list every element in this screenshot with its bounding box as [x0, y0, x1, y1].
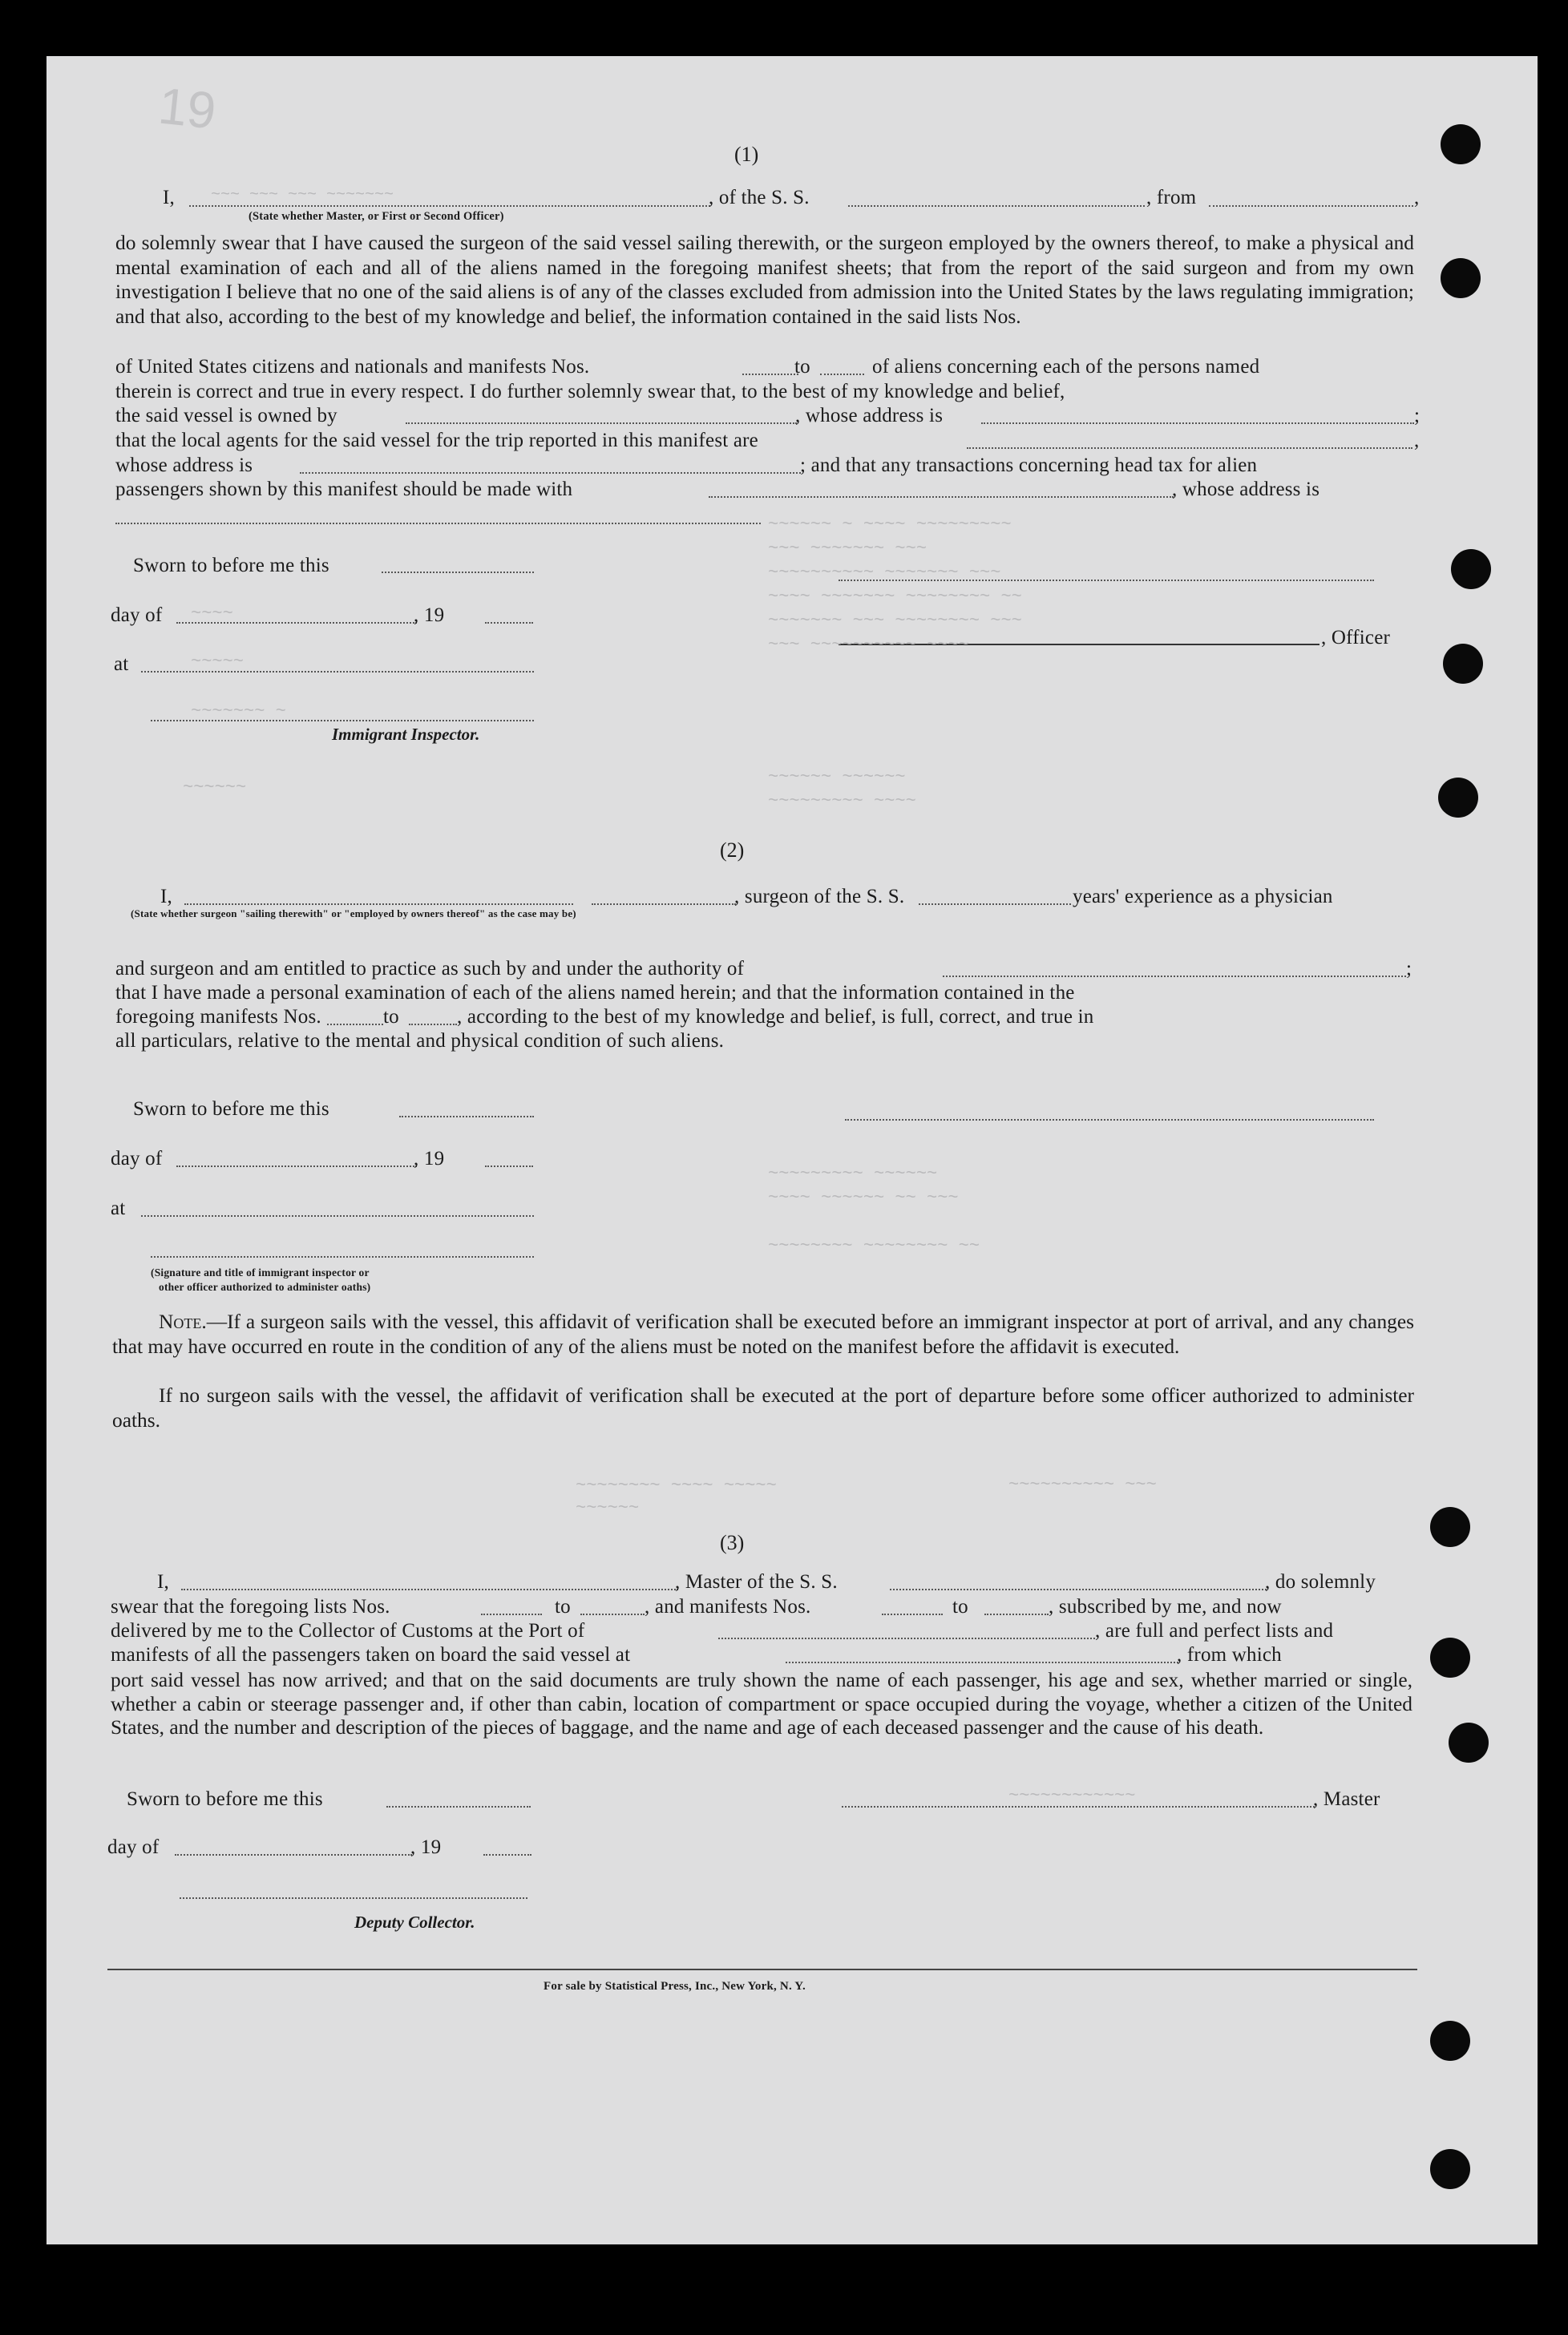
- s2-surgeon-signature-line[interactable]: [845, 1119, 1374, 1121]
- s3-master-of: , Master of the S. S.: [675, 1571, 838, 1593]
- s1-manifests-from-field[interactable]: [742, 374, 798, 375]
- s3-day-field[interactable]: [175, 1854, 412, 1856]
- s1-to2: to: [794, 356, 810, 378]
- s3-line4b: , from which: [1177, 1644, 1282, 1666]
- s1-owner-address-field[interactable]: [981, 422, 1414, 424]
- s1-line13b: , whose address is: [795, 405, 944, 426]
- note-label: Note.: [159, 1311, 207, 1333]
- s1-line11a: of United States citizens and nationals and manifests Nos.: [115, 356, 590, 378]
- s1-line16a: passengers shown by this manifest should be made with: [115, 479, 573, 500]
- s1-paragraph: do solemnly swear that I have caused the surgeon of the said vessel sailing therewith, or the surgeon employed by the owners thereof, to make a physical and mental examination of each and all of the aliens named in the foregoing manifest sheets; that from the report of the said surgeon and from my own investigation I believe that no one of the said aliens is of any of the classes excluded from admission into the United States by the laws regulating immigration; and that also, according to the best of my knowledge and belief, the information contained in the said lists Nos.: [115, 232, 1414, 328]
- punch-hole: [1441, 258, 1481, 298]
- s1-day-of: day of: [111, 604, 163, 626]
- bleed-through-text-4: ~~~~~~~~~ ~~~~~~ ~~~~ ~~~~~~ ~~ ~~~ ~~~~~~~~ ~~~~~~~~ ~~: [768, 1164, 980, 1256]
- s2-line4a: foregoing manifests Nos.: [115, 1006, 321, 1028]
- s3-manifests-to-field[interactable]: [984, 1614, 1049, 1615]
- s3-lists-to-field[interactable]: [580, 1614, 645, 1615]
- note-text-1: —If a surgeon sails with the vessel, this affidavit of verification shall be executed before an immigrant inspector at port of arrival, and any changes that may have occurred en route in the condition of any of the aliens must be noted on the manifest before the affidavit is executed.: [112, 1311, 1414, 1358]
- punch-hole: [1441, 124, 1481, 164]
- s1-sworn: Sworn to before me this: [133, 555, 329, 576]
- s3-port-field[interactable]: [718, 1638, 1095, 1639]
- s3-master-name-field[interactable]: [181, 1589, 678, 1590]
- s3-faded-signature: ~~~~~~~~~~~~: [1008, 1786, 1136, 1806]
- s1-line15a: whose address is: [115, 454, 253, 476]
- s2-manifests-from-field[interactable]: [327, 1024, 383, 1025]
- s3-to2: to: [952, 1596, 968, 1618]
- s2-ship-field[interactable]: [919, 903, 1071, 905]
- s2-surgeon-name-field[interactable]: [184, 903, 573, 905]
- punch-hole: [1430, 1507, 1470, 1547]
- s3-manifests-from-field[interactable]: [882, 1614, 943, 1615]
- s1-comma: ,: [1414, 187, 1420, 208]
- s2-sworn: Sworn to before me this: [133, 1098, 329, 1120]
- s1-semicolon: ;: [1414, 405, 1420, 426]
- s2-i: I,: [160, 886, 172, 907]
- s2-line5: all particulars, relative to the mental and physical condition of such aliens.: [115, 1030, 725, 1052]
- punch-hole: [1438, 778, 1478, 818]
- s3-collector-label: Deputy Collector.: [354, 1913, 475, 1932]
- bleed-through-text-3: ~~~~~~: [183, 778, 247, 798]
- s1-agents-field[interactable]: [967, 447, 1412, 449]
- bleed-through-text-2: ~~~~~~ ~~~~~~ ~~~~~~~~~ ~~~~: [768, 767, 916, 811]
- s1-faded-day: ~~~~: [191, 604, 233, 624]
- footer-rule: [107, 1969, 1417, 1970]
- s1-ship-field[interactable]: [848, 205, 1145, 207]
- s3-to1: to: [555, 1596, 571, 1618]
- s2-nineteen: , 19: [414, 1148, 445, 1170]
- s3-line2a: swear that the foregoing lists Nos.: [111, 1596, 390, 1618]
- s3-line2c: , subscribed by me, and now: [1049, 1596, 1282, 1618]
- section-2-number: (2): [720, 838, 745, 862]
- s2-day-of: day of: [111, 1148, 163, 1170]
- s1-from-field[interactable]: [1209, 205, 1413, 207]
- s3-line3b: , are full and perfect lists and: [1095, 1620, 1334, 1642]
- s1-faded-name: ~~~ ~~~ ~~~ ~~~~~~~: [211, 186, 394, 204]
- s2-authority-field[interactable]: [943, 976, 1406, 977]
- s3-sworn: Sworn to before me this: [127, 1788, 323, 1810]
- s2-status-field[interactable]: [592, 903, 736, 905]
- s2-line3: that I have made a personal examination of each of the aliens named herein; and that the information contained in the: [115, 982, 1075, 1004]
- s2-manifests-to-field[interactable]: [409, 1024, 457, 1025]
- s1-caption: (State whether Master, or First or Second Officer): [249, 210, 504, 223]
- s1-line12: therein is correct and true in every respect. I do further solemnly swear that, to the best of my knowledge and belief,: [115, 381, 1065, 402]
- punch-hole: [1451, 549, 1491, 589]
- footer-publisher: For sale by Statistical Press, Inc., New York, N. Y.: [544, 1980, 806, 1993]
- section-1-number: (1): [734, 143, 759, 166]
- s2-caption: (State whether surgeon "sailing therewith" or "employed by owners thereof" as the case may be): [131, 907, 576, 919]
- s1-from: , from: [1146, 187, 1197, 208]
- s2-sig-caption-1: (Signature and title of immigrant inspector or: [151, 1266, 370, 1279]
- s2-semicolon: ;: [1406, 958, 1412, 980]
- s3-i: I,: [157, 1571, 169, 1593]
- s1-of-ss: , of the S. S.: [709, 187, 810, 208]
- s2-year-field[interactable]: [485, 1165, 533, 1167]
- s1-sworn-field[interactable]: [382, 572, 534, 573]
- s1-line11b: of aliens concerning each of the persons named: [872, 356, 1260, 378]
- s2-sig-caption-2: other officer authorized to administer oaths): [159, 1281, 371, 1293]
- s1-faded-inspector: ~~~~~~~ ~: [191, 701, 286, 721]
- s1-year-field[interactable]: [485, 622, 533, 624]
- bleed-through-text-1: ~~~~~~ ~ ~~~~ ~~~~~~~~~ ~~~ ~~~~~~~ ~~~ ~~~~~~~~~~ ~~~~~~~ ~~~ ~~~~ ~~~~~~~ ~~~~~~~~ ~~ ~~~~~~~ ~~~ ~~~~~~~~ ~~~ ~~~ ~~~~~~~~~~ ~~~~: [768, 515, 1022, 655]
- section-3-number: (3): [720, 1531, 745, 1554]
- s3-do-solemnly: , do solemnly: [1265, 1571, 1376, 1593]
- s2-sworn-field[interactable]: [399, 1116, 534, 1117]
- punch-hole: [1449, 1723, 1489, 1763]
- s3-line4a: manifests of all the passengers taken on board the said vessel at: [111, 1644, 631, 1666]
- s3-master: , Master: [1313, 1788, 1380, 1810]
- s1-head-tax-field[interactable]: [709, 496, 1174, 498]
- bleed-through-text-5: ~~~~~~~~ ~~~~ ~~~~~ ~~~~~~: [576, 1476, 777, 1518]
- s2-at-field[interactable]: [141, 1215, 534, 1217]
- note-paragraph-2: If no surgeon sails with the vessel, the affidavit of verification shall be executed at the port of departure before some officer authorized to administer oaths.: [112, 1384, 1414, 1432]
- s1-officer-name-field[interactable]: [189, 205, 710, 207]
- s3-day-of: day of: [107, 1836, 160, 1858]
- s3-sworn-field[interactable]: [386, 1806, 531, 1808]
- s3-lists-from-field[interactable]: [481, 1614, 542, 1615]
- s3-master-signature-line[interactable]: [842, 1806, 1315, 1808]
- bleed-through-text-6: ~~~~~~~~~~ ~~~: [1008, 1475, 1157, 1495]
- s1-i: I,: [163, 187, 175, 208]
- s2-to: to: [383, 1006, 399, 1028]
- page-number-faint: 19: [156, 76, 219, 140]
- s1-head-tax-address-field[interactable]: [115, 523, 761, 524]
- s3-line2b: , and manifests Nos.: [645, 1596, 811, 1618]
- s1-line16b: , whose address is: [1172, 479, 1320, 500]
- punch-hole: [1443, 644, 1483, 684]
- s2-signature-line[interactable]: [151, 1256, 534, 1258]
- s1-inspector-label: Immigrant Inspector.: [332, 725, 480, 744]
- s1-line14: that the local agents for the said vessel for the trip reported in this manifest are: [115, 430, 758, 451]
- s2-surgeon-of: , surgeon of the S. S.: [734, 886, 905, 907]
- s2-line4b: , according to the best of my knowledge and belief, is full, correct, and true in: [457, 1006, 1094, 1028]
- note-paragraph-1: [112, 1310, 1414, 1359]
- s1-officer: , Officer: [1321, 627, 1391, 648]
- s1-line13a: the said vessel is owned by: [115, 405, 337, 426]
- s3-paragraph: port said vessel has now arrived; and that on the said documents are truly shown the name of each passenger, his age and sex, whether married or single, whether a cabin or steerage passenger and, if other than cabin, location of compartment or space occupied during the voyage, whether a citizen of the United States, and the number and description of the pieces of baggage, and the name and age of each deceased passenger and the cause of his death.: [111, 1669, 1412, 1739]
- punch-hole: [1430, 2149, 1470, 2189]
- s3-departure-port-field[interactable]: [786, 1662, 1178, 1663]
- s2-day-field[interactable]: [176, 1165, 417, 1167]
- form-sheet: [46, 56, 1538, 2244]
- s3-ship-field[interactable]: [890, 1589, 1267, 1590]
- s1-faded-at: ~~~~~: [191, 652, 244, 672]
- s1-owner-field[interactable]: [406, 422, 797, 424]
- s1-nineteen: , 19: [414, 604, 445, 626]
- s3-nineteen: , 19: [410, 1836, 442, 1858]
- s2-line2: and surgeon and am entitled to practice as such by and under the authority of: [115, 958, 745, 980]
- s3-collector-line[interactable]: [180, 1897, 527, 1899]
- s2-at: at: [111, 1198, 126, 1219]
- s1-agent-address-field[interactable]: [300, 472, 801, 474]
- s1-manifests-to-field[interactable]: [820, 374, 864, 375]
- s3-line3a: delivered by me to the Collector of Customs at the Port of: [111, 1620, 585, 1642]
- s1-at: at: [114, 653, 129, 675]
- punch-hole: [1430, 2021, 1470, 2061]
- s2-years: years' experience as a physician: [1073, 886, 1333, 907]
- punch-hole: [1430, 1638, 1470, 1678]
- s1-comma2: ,: [1414, 430, 1420, 451]
- s3-year-field[interactable]: [483, 1854, 531, 1856]
- s1-line15b: ; and that any transactions concerning head tax for alien: [800, 454, 1258, 476]
